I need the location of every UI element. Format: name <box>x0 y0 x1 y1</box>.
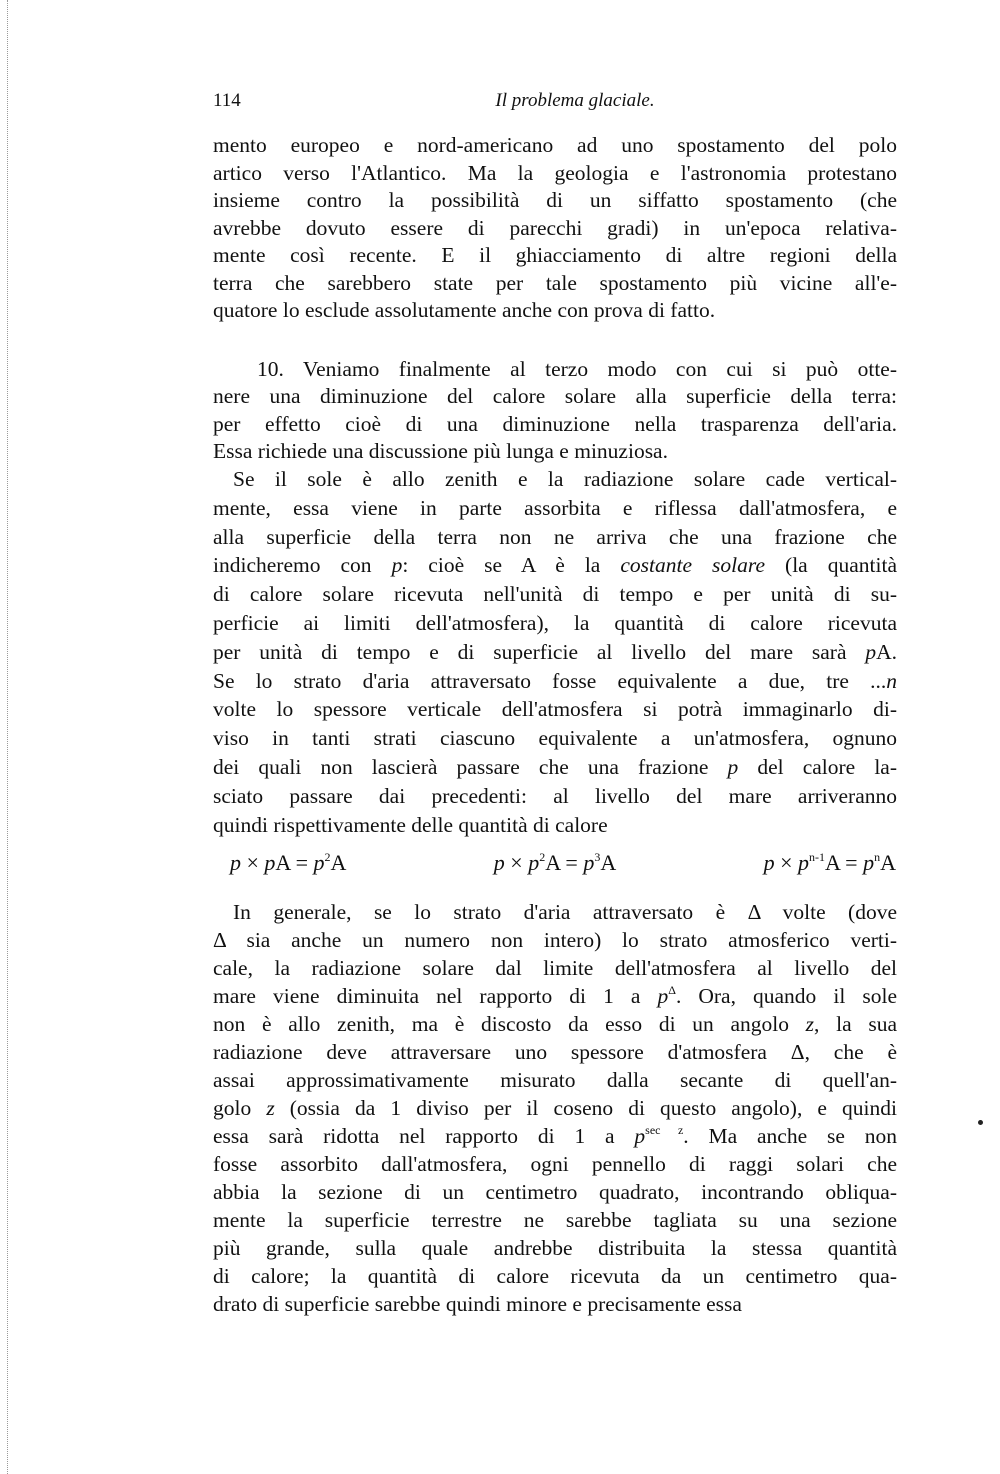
text-line: abbia la sezione di un centimetro quadrato, incontrando obliqua- <box>213 1180 897 1204</box>
text-line <box>213 667 897 696</box>
text-line <box>213 753 897 782</box>
times-operator: × <box>241 850 265 875</box>
constant-a: A <box>545 850 560 875</box>
variable-p: p <box>763 850 775 875</box>
text-segment: p <box>727 754 739 779</box>
exponent: 2 <box>324 850 331 864</box>
text-segment: mare viene diminuita nel rapporto di 1 a <box>213 984 658 1008</box>
variable-p: p <box>230 850 241 875</box>
text-segment: p <box>657 984 669 1008</box>
equation-term <box>764 850 896 876</box>
text-line: 10. Veniamo finalmente al terzo modo con cui si può otte- <box>257 357 897 381</box>
text-segment: z <box>805 1012 815 1036</box>
text-segment: per unità di tempo e di superficie al livello del mare sarà <box>213 639 866 664</box>
paragraph-3 <box>213 465 897 839</box>
text-line: Se il sole è allo zenith e la radiazione solare cade vertical- <box>233 467 897 491</box>
text-segment: , la sua <box>814 1012 897 1036</box>
constant-a: A <box>275 850 291 875</box>
text-segment: A. <box>876 639 897 664</box>
running-header <box>213 90 897 118</box>
variable-p: p <box>863 850 875 875</box>
text-line: sciato passare dai precedenti: al livello del mare arriveranno <box>213 783 897 808</box>
paragraph-4 <box>213 898 897 1318</box>
text-line <box>213 1122 897 1150</box>
paragraph-1 <box>213 132 897 325</box>
superscript: Δ <box>668 983 676 997</box>
text-line: mento europeo e nord-americano ad uno spostamento del polo <box>213 133 897 157</box>
text-line: artico verso l'Atlantico. Ma la geologia e l'astronomia protestano <box>213 160 897 185</box>
text-line: di calore solare ricevuta nell'unità di tempo e per unità di su- <box>213 582 897 607</box>
variable-p: p <box>583 850 595 875</box>
text-line: volte lo spessore verticale dell'atmosfera si potrà immaginarlo di- <box>213 697 897 722</box>
scan-speck <box>978 1120 983 1125</box>
times-operator: × <box>774 850 798 875</box>
text-line: alla superficie della terra non ne arriva che una frazione che <box>213 524 897 549</box>
text-line: Essa richiede una discussione più lunga e minuziosa. <box>213 439 668 464</box>
text-line: Δ sia anche un numero non intero) lo strato atmosferico verti- <box>213 928 897 952</box>
page-number: 114 <box>213 90 241 111</box>
text-line: avrebbe dovuto essere di parecchi gradi) in un'epoca relativa- <box>213 215 897 240</box>
text-line: terra che sarebbero state per tale spostamento più vicine all'e- <box>213 270 897 295</box>
text-line: quatore lo esclude assolutamente anche con prova di fatto. <box>213 298 716 322</box>
text-segment: costante solare <box>620 553 766 578</box>
text-line: mente la superficie terrestre ne sarebbe tagliata su una sezione <box>213 1208 897 1232</box>
text-segment: Se lo strato d'aria attraversato fosse equivalente a due, tre ... <box>213 668 887 693</box>
text-line: fosse assorbito dall'atmosfera, ogni pennello di raggi solari che <box>213 1152 897 1176</box>
equals-sign: = <box>290 850 314 875</box>
text-segment: : cioè se A è la <box>402 553 621 578</box>
constant-a: A <box>880 850 896 875</box>
variable-p: p <box>264 850 276 875</box>
times-operator: × <box>504 850 529 875</box>
exponent: 2 <box>539 850 546 864</box>
equals-sign: = <box>559 850 584 875</box>
text-segment: . Ora, quando il sole <box>675 984 897 1008</box>
text-segment: p <box>391 553 403 578</box>
text-segment: del calore la- <box>738 754 897 779</box>
text-line: quindi rispettivamente delle quantità di calore <box>213 812 608 837</box>
text-line <box>213 1010 897 1038</box>
text-line: insieme contro la possibilità di un siffatto spostamento (che <box>213 188 897 212</box>
text-line: drato di superficie sarebbe quindi minore e precisamente essa <box>213 1292 742 1316</box>
constant-a: A <box>600 850 617 875</box>
text-line: assai approssimativamente misurato dalla secante di quell'an- <box>213 1068 897 1092</box>
text-segment: . Ma anche se non <box>683 1124 897 1148</box>
text-line: In generale, se lo strato d'aria attraversato è Δ volte (dove <box>233 900 897 924</box>
variable-p: p <box>313 850 325 875</box>
paragraph-2 <box>213 356 897 466</box>
exponent: 3 <box>594 850 601 864</box>
equation-term <box>494 850 616 876</box>
text-line: più grande, sulla quale andrebbe distribuita la stessa quantità <box>213 1236 897 1260</box>
constant-a: A <box>824 850 840 875</box>
scan-edge-marks <box>7 0 8 1474</box>
text-line: radiazione deve attraversare uno spessore d'atmosfera Δ, che è <box>213 1040 897 1064</box>
superscript: sec z <box>645 1123 684 1137</box>
exponent: n <box>874 850 881 864</box>
text-segment: p <box>634 1124 646 1148</box>
text-line <box>213 982 897 1010</box>
text-segment: non è allo zenith, ma è discosto da esso di un angolo <box>213 1012 806 1036</box>
text-line <box>213 1094 897 1122</box>
text-line: perficie ai limiti dell'atmosfera), la quantità di calore ricevuta <box>213 610 897 635</box>
text-segment: z <box>266 1096 275 1120</box>
text-line: mente così recente. E il ghiacciamento di altre regioni della <box>213 243 897 267</box>
text-line: per effetto cioè di una diminuzione nella trasparenza dell'aria. <box>213 411 897 436</box>
text-line <box>213 638 897 667</box>
text-segment: n <box>886 668 897 693</box>
running-title: Il problema glaciale. <box>495 90 655 111</box>
text-segment: p <box>865 639 877 664</box>
text-segment: indicheremo con <box>213 553 392 578</box>
equation-line <box>230 850 896 876</box>
variable-p: p <box>797 850 809 875</box>
variable-p: p <box>528 850 540 875</box>
text-segment: essa sarà ridotta nel rapporto di 1 a <box>213 1124 635 1148</box>
equation-term <box>230 850 346 876</box>
equals-sign: = <box>839 850 864 875</box>
text-line: nere una diminuzione del calore solare alla superficie della terra: <box>213 384 897 409</box>
text-line: mente, essa viene in parte assorbita e riflessa dall'atmosfera, e <box>213 495 897 520</box>
text-line: di calore; la quantità di calore ricevuta da un centimetro qua- <box>213 1264 897 1288</box>
text-segment: (ossia da 1 diviso per il coseno di questo angolo), e quindi <box>274 1096 897 1120</box>
text-segment: dei quali non lascierà passare che una frazione <box>213 754 728 779</box>
text-line: viso in tanti strati ciascuno equivalente a un'atmosfera, ognuno <box>213 726 897 751</box>
exponent: n-1 <box>808 850 825 864</box>
variable-p: p <box>493 850 505 875</box>
text-segment: (la quantità <box>765 553 897 578</box>
text-line: cale, la radiazione solare dal limite dell'atmosfera al livello del <box>213 956 897 980</box>
constant-a: A <box>330 850 347 875</box>
text-segment: golo <box>213 1096 267 1120</box>
text-line <box>213 551 897 580</box>
